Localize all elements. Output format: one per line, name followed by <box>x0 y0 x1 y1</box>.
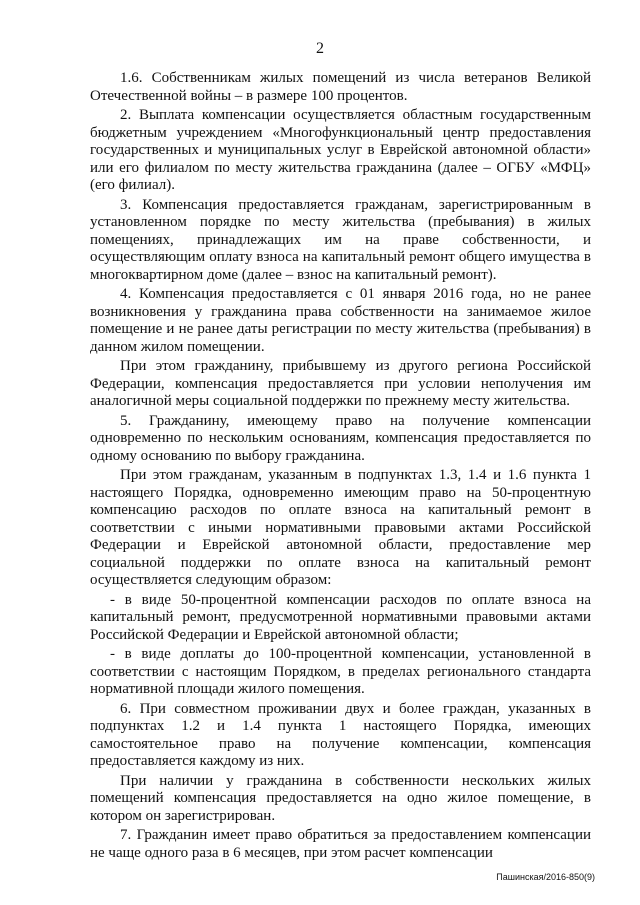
paragraph-4: 4. Компенсация предоставляется с 01 января 2016 года, но не ранее возникновения у гражданина права собственности на занимаемое жилое помещение и не ранее даты регистрации по месту жительства (пребывания) в данном жилом помещении. <box>90 286 591 355</box>
footer-document-code: Пашинская/2016-850(9) <box>496 872 595 882</box>
paragraph-5-bullet-1: - в виде 50-процентной компенсации расходов по оплате взноса на капитальный ремонт, предусмотренной нормативными правовыми актами Российской Федерации и Еврейской автономной области; <box>90 591 591 643</box>
paragraph-5-note: При этом гражданам, указанным в подпунктах 1.3, 1.4 и 1.6 пункта 1 настоящего Порядка, одновременно имеющим право на 50-процентную компенсацию расходов по оплате взноса на капитальный ремонт в соответствии с иными нормативными правовыми актами Российской Федерации и Еврейской автономной области, предоставление мер социальной поддержки по оплате взноса на капитальный ремонт осуществляется следующим образом: <box>90 467 591 588</box>
paragraph-2: 2. Выплата компенсации осуществляется областным государственным бюджетным учреждением «Многофункциональный центр предоставления государственных и муниципальных услуг в Еврейской автономной области» или его филиалом по месту жительства гражданина (далее – ОГБУ «МФЦ» (его филиал). <box>90 107 591 193</box>
document-body <box>90 70 591 864</box>
page-number: 2 <box>316 40 324 57</box>
paragraph-4-note: При этом гражданину, прибывшему из другого региона Российской Федерации, компенсация предоставляется при условии неполучения им аналогичной меры социальной поддержки по прежнему месту жительства. <box>90 358 591 409</box>
paragraph-3: 3. Компенсация предоставляется гражданам, зарегистрированным в установленном порядке по месту жительства (пребывания) в жилых помещениях, принадлежащих им на праве собственности, и осуществляющим оплату взноса на капитальный ремонт общего имущества в многоквартирном доме (далее – взнос на капитальный ремонт). <box>90 196 591 283</box>
paragraph-5-bullet-2: - в виде доплаты до 100-процентной компенсации, установленной в соответствии с настоящим Порядком, в пределах регионального стандарта нормативной площади жилого помещения. <box>90 646 591 697</box>
paragraph-5: 5. Гражданину, имеющему право на получение компенсации одновременно по нескольким основаниям, компенсация предоставляется по одному основанию по выбору гражданина. <box>90 412 591 464</box>
paragraph-6: 6. При совместном проживании двух и более граждан, указанных в подпунктах 1.2 и 1.4 пункта 1 настоящего Порядка, имеющих самостоятельное право на получение компенсации, компенсация предоставляется каждому из них. <box>90 700 591 769</box>
paragraph-1-6: 1.6. Собственникам жилых помещений из числа ветеранов Великой Отечественной войны – в размере 100 процентов. <box>90 70 591 104</box>
paragraph-6-note: При наличии у гражданина в собственности нескольких жилых помещений компенсация предоставляется на одно жилое помещение, в котором он зарегистрирован. <box>90 772 591 824</box>
paragraph-7: 7. Гражданин имеет право обратиться за предоставлением компенсации не чаще одного раза в 6 месяцев, при этом расчет компенсации <box>90 827 591 861</box>
